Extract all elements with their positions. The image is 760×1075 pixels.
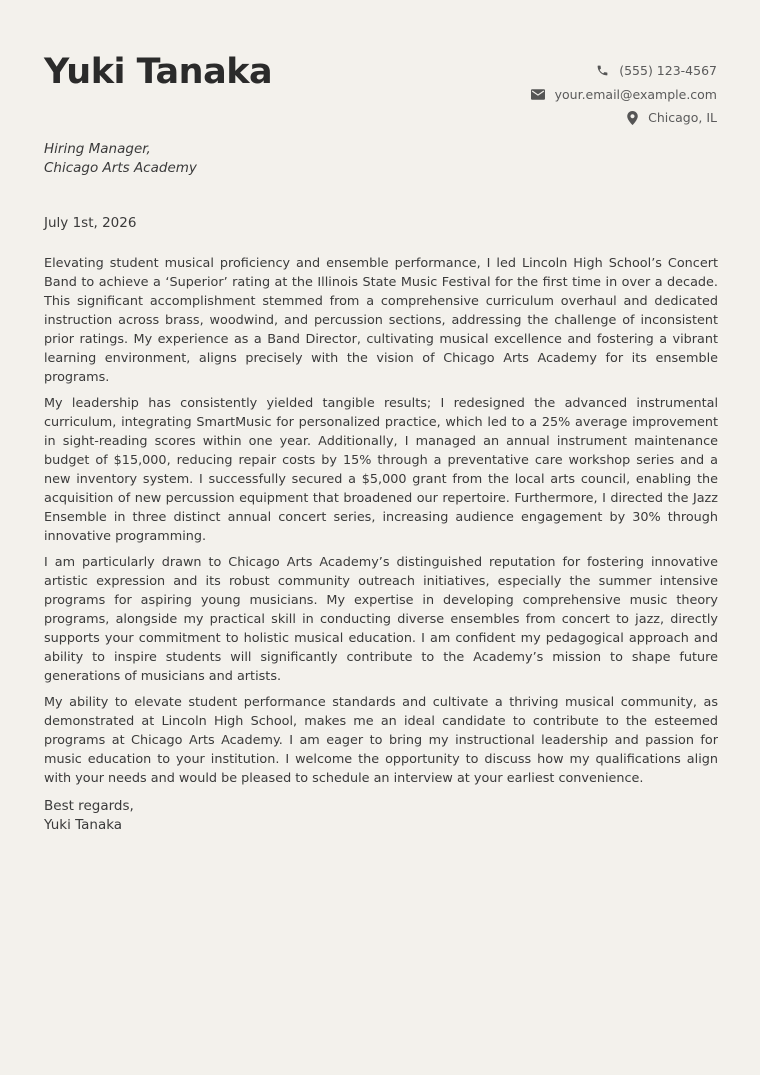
recipient-organization: Chicago Arts Academy: [44, 160, 197, 176]
cover-letter-page: [44, 0, 718, 1075]
contact-info: [531, 61, 717, 128]
recipient-block: [44, 140, 197, 178]
letter-body: [44, 254, 718, 835]
contact-location: Chicago, IL: [648, 110, 717, 126]
contact-location-row: [627, 108, 717, 128]
phone-icon: [596, 64, 609, 77]
applicant-name: Yuki Tanaka: [44, 52, 273, 92]
closing-block: [44, 797, 718, 835]
body-paragraph: My leadership has consistently yielded tangible results; I redesigned the advanced instrumental curriculum, integrating SmartMusic for personalized practice, which led to a 25% average improvement in sight-reading scores within one year. Additionally, I managed an annual instrument maintenance budget of $15,000, reducing repair costs by 15% through a preventative care workshop series and a new inventory system. I successfully secured a $5,000 grant from the local arts council, enabling the acquisition of new percussion equipment that broadened our repertoire. Furthermore, I directed the Jazz Ensemble in three distinct annual concert series, increasing audience engagement by 30% through innovative programming.: [44, 396, 718, 544]
contact-phone: (555) 123-4567: [619, 63, 717, 79]
contact-email-row: [531, 85, 717, 105]
body-paragraph: I am particularly drawn to Chicago Arts Academy’s distinguished reputation for fostering innovative artistic expression and its robust community outreach initiatives, especially the summer intensive programs for aspiring young musicians. My expertise in developing comprehensive music theory programs, alongside my practical skill in conducting diverse ensembles from concert to jazz, directly supports your commitment to holistic musical education. I am confident my pedagogical approach and ability to inspire students will significantly contribute to the Academy’s mission to shape future generations of musicians and artists.: [44, 555, 718, 684]
closing-salutation: Best regards,: [44, 798, 134, 814]
contact-email[interactable]: your.email@example.com: [554, 86, 717, 102]
map-pin-icon: [627, 111, 638, 125]
letter-date: July 1st, 2026: [44, 215, 137, 231]
body-paragraph: Elevating student musical proficiency and ensemble performance, I led Lincoln High School’s Concert Band to achieve a ‘Superior’ rating at the Illinois State Music Festival for the first time in over a decade. This significant accomplishment stemmed from a comprehensive curriculum overhaul and dedicated instruction across brass, woodwind, and percussion sections, addressing the challenge of inconsistent prior ratings. My experience as a Band Director, cultivating musical excellence and fostering a vibrant learning environment, aligns precisely with the vision of Chicago Arts Academy for its ensemble programs.: [44, 256, 718, 385]
closing-signature: Yuki Tanaka: [44, 817, 123, 833]
envelope-icon: [531, 89, 545, 100]
contact-phone-row: [596, 61, 717, 81]
body-paragraph: My ability to elevate student performance standards and cultivate a thriving musical community, as demonstrated at Lincoln High School, makes me an ideal candidate to contribute to the esteemed programs at Chicago Arts Academy. I am eager to bring my instructional leadership and passion for music education to your institution. I welcome the opportunity to discuss how my qualifications align with your needs and would be pleased to schedule an interview at your earliest convenience.: [44, 695, 718, 786]
recipient-title: Hiring Manager,: [44, 141, 151, 157]
